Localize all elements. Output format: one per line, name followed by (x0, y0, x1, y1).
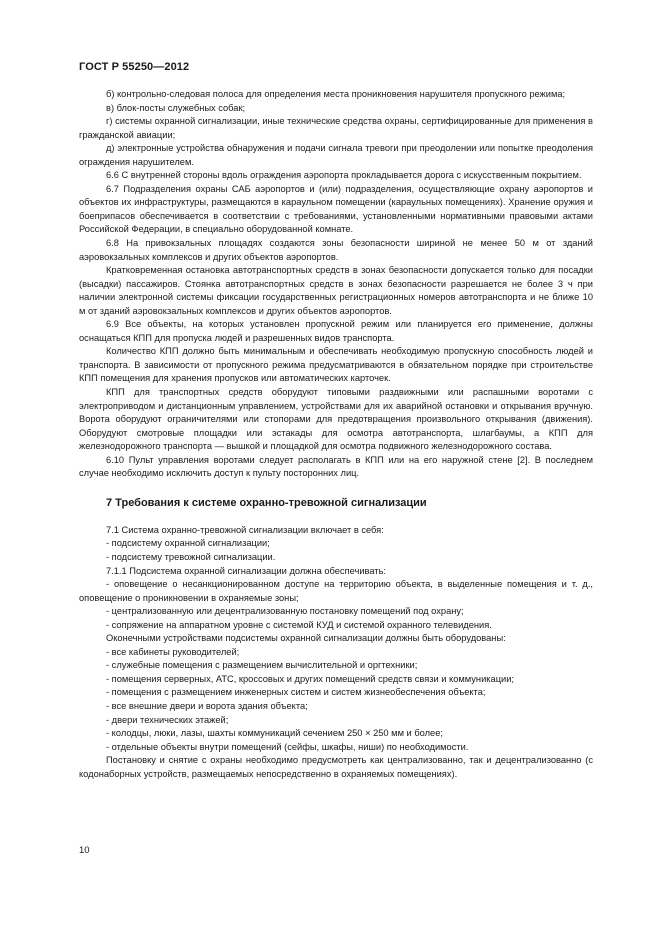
list-item: - помещения серверных, АТС, кроссовых и других помещений средств связи и коммуникации; (106, 673, 514, 684)
list-item: - двери технических этажей; (106, 714, 229, 725)
paragraph: 7.1 Система охранно-тревожной сигнализации включает в себя: (106, 524, 384, 535)
paragraph: Оконечными устройствами подсистемы охранной сигнализации должны быть оборудованы: (106, 633, 506, 644)
paragraph: б) контрольно-следовая полоса для определения места проникновения нарушителя пропускного режима; (106, 89, 566, 99)
paragraph: КПП для транспортных средств оборудуют типовыми раздвижными или распашными воротами с электроприводом и дистанционным управлением, устройствами для их аварийной остановки и открывания вручную. Ворота оборудуют ограничителями или стопорами для предотвращения произвольного открывания (движения). Оборудуют смотровые площадки или эстакады для осмотра автотранспорта, шлагбаумы, а КПП для железнодорожного транспорта — вышкой и площадкой для осмотра подвижного железнодорожного состава. (79, 387, 593, 452)
paragraph: 7.1.1 Подсистема охранной сигнализации должна обеспечивать: (106, 565, 386, 576)
section-title: 7 Требования к системе охранно-тревожной сигнализации (106, 496, 427, 509)
paragraph: Кратковременная остановка автотранспортных средств в зонах безопасности допускается только для посадки (высадки) пассажиров. Стоянка автотранспортных средств в зонах безопасности разрешается не более 3 ч при наличии электронной системы фиксации государственных регистрационных номеров автотранспорта и не ближе 10 м от зданий аэровокзальных комплексов и других объектов аэропортов. (79, 265, 593, 316)
list-item: - колодцы, люки, лазы, шахты коммуникаций сечением 250 × 250 мм и более; (106, 728, 443, 739)
body-text (79, 88, 593, 781)
paragraph: г) системы охранной сигнализации, иные технические средства охраны, сертифицированные для применения в гражданской авиации; (79, 116, 593, 140)
paragraph: 6.8 На привокзальных площадях создаются зоны безопасности шириной не менее 50 м от зданий аэровокзальных комплексов и других объектов аэропортов. (79, 238, 593, 262)
list-item: - все внешние двери и ворота здания объекта; (106, 700, 308, 711)
page-number: 10 (79, 845, 90, 856)
list-item: - сопряжение на аппаратном уровне с системой КУД и системой охранного телевидения. (106, 619, 492, 630)
list-item: - подсистему охранной сигнализации; (106, 538, 270, 549)
list-item: - централизованную или децентрализованную постановку помещений под охрану; (106, 606, 464, 617)
paragraph: 6.10 Пульт управления воротами следует располагать в КПП или на его наружной стене [2]. В последнем случае необходимо исключить доступ к пульту посторонних лиц. (79, 454, 593, 479)
list-item: - все кабинеты руководителей; (106, 646, 240, 657)
paragraph: 6.9 Все объекты, на которых установлен пропускной режим или планируется его применение, должны оснащаться КПП для пропуска людей и разрешенных видов транспорта. (79, 319, 593, 343)
list-item: - отдельные объекты внутри помещений (сейфы, шкафы, ниши) по необходимости. (106, 741, 469, 752)
paragraph: в) блок-посты служебных собак; (106, 102, 246, 113)
paragraph: 6.6 С внутренней стороны вдоль ограждения аэропорта прокладывается дорога с искусственным покрытием. (106, 170, 582, 181)
list-item: - помещения с размещением инженерных систем и систем жизнеобеспечения объекта; (106, 687, 486, 698)
standard-header: ГОСТ Р 55250—2012 (79, 61, 190, 73)
paragraph: д) электронные устройства обнаружения и подачи сигнала тревоги при преодолении или попытке преодоления ограждения нарушителем. (79, 143, 593, 167)
list-item: - подсистему тревожной сигнализации. (106, 551, 276, 562)
paragraph: 6.7 Подразделения охраны САБ аэропортов и (или) подразделения, осуществляющие охрану аэропортов и объектов их инфраструктуры, размещаются в караульном помещении (караульных помещениях). Хранение оружия и боеприпасов обеспечивается в соответствии с требованиями, установленными нормативными правовыми актами Российской Федерации, в специально оборудованной комнате. (79, 183, 593, 235)
paragraph: Постановку и снятие с охраны необходимо предусмотреть как централизованно, так и децентрализованно (с кодонаборных устройств, размещаемых непосредственно в охраняемых помещениях). (79, 755, 593, 779)
list-item: - служебные помещения с размещением вычислительной и оргтехники; (106, 660, 418, 671)
list-item: - оповещение о несанкционированном доступе на территорию объекта, в выделенные помещения и т. д., оповещение о проникновении в охраняемые зоны; (79, 579, 593, 603)
paragraph: Количество КПП должно быть минимальным и обеспечивать необходимую пропускную способность людей и транспорта. В зависимости от пропускного режима предусматриваются в обязательном порядке при строительстве КПП помещения для хранения пропусков или автоматических карточек. (79, 346, 593, 384)
